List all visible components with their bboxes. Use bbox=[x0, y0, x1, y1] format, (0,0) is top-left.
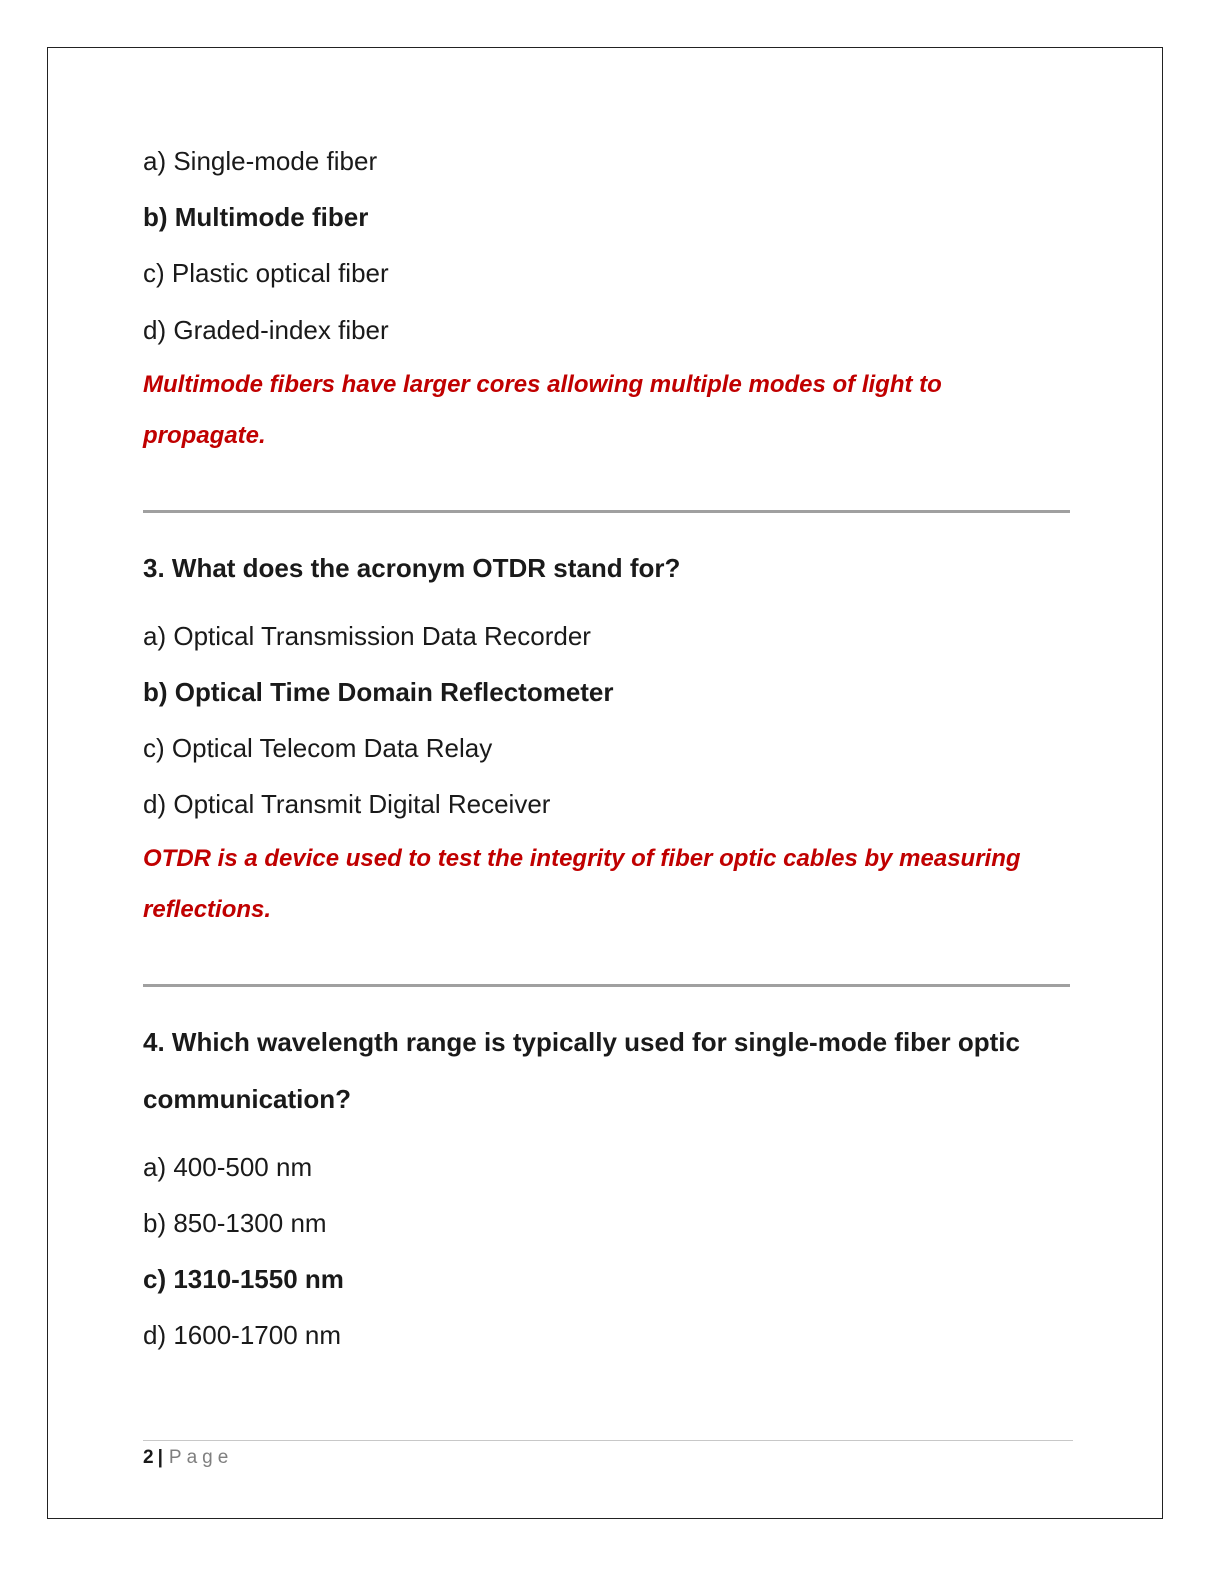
q3-option-a: a) Optical Transmission Data Recorder bbox=[143, 621, 591, 651]
q3-explanation-line-2: reflections. bbox=[143, 896, 272, 923]
q4-option-b: b) 850-1300 nm bbox=[143, 1208, 327, 1238]
q4-option-c-correct: c) 1310-1550 nm bbox=[143, 1264, 344, 1294]
question-4-text-line-2: communication? bbox=[143, 1084, 352, 1114]
q4-option-a: a) 400-500 nm bbox=[143, 1152, 313, 1182]
prev-explanation-line-2: propagate. bbox=[143, 422, 266, 449]
prev-option-c: c) Plastic optical fiber bbox=[143, 258, 389, 288]
q3-option-d: d) Optical Transmit Digital Receiver bbox=[143, 789, 551, 819]
footer-divider bbox=[143, 1440, 1073, 1441]
q4-option-d: d) 1600-1700 nm bbox=[143, 1320, 342, 1350]
q3-option-c: c) Optical Telecom Data Relay bbox=[143, 733, 493, 763]
q3-option-b-correct: b) Optical Time Domain Reflectometer bbox=[143, 677, 614, 707]
section-divider bbox=[143, 984, 1070, 987]
prev-option-d: d) Graded-index fiber bbox=[143, 315, 389, 345]
prev-explanation-line-1: Multimode fibers have larger cores allowing multiple modes of light to bbox=[143, 371, 942, 398]
question-4-text-line-1: 4. Which wavelength range is typically used for single-mode fiber optic bbox=[143, 1027, 1020, 1057]
footer-separator: | bbox=[157, 1447, 163, 1468]
section-divider bbox=[143, 510, 1070, 513]
page-number: 2 bbox=[143, 1447, 154, 1468]
page-footer bbox=[143, 1447, 233, 1469]
prev-option-a: a) Single-mode fiber bbox=[143, 146, 378, 176]
page-label: Page bbox=[168, 1447, 234, 1468]
prev-option-b-correct: b) Multimode fiber bbox=[143, 202, 369, 232]
q3-explanation-line-1: OTDR is a device used to test the integrity of fiber optic cables by measuring bbox=[143, 845, 1021, 872]
question-3-text: 3. What does the acronym OTDR stand for? bbox=[143, 553, 681, 583]
